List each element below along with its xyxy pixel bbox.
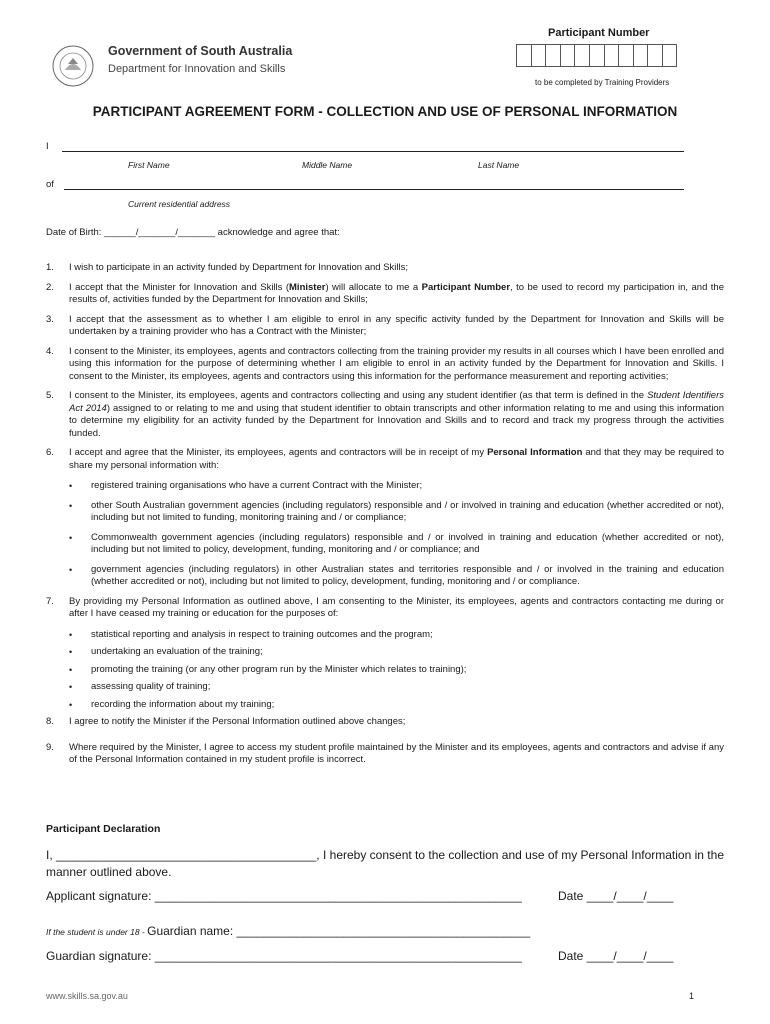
first-name-label: First Name <box>128 160 170 170</box>
item-4 <box>46 346 724 384</box>
list-item: • statistical reporting and analysis in respect to training outcomes and the program; <box>69 628 433 640</box>
item-number: 1. <box>46 262 54 273</box>
page-number: 1 <box>689 991 695 1001</box>
list-item: • other South Australian government agencies (including regulators) responsible and / or involved in training and education (whether accredited or not), including but not limited to funding, monitoring training and / or compliance; <box>69 499 724 523</box>
i-label: I <box>46 141 49 152</box>
item-number: 9. <box>46 741 54 753</box>
address-line[interactable] <box>64 189 684 190</box>
declaration-heading: Participant Declaration <box>46 823 161 835</box>
item-number: 2. <box>46 281 54 293</box>
bullet-icon: • <box>69 682 73 692</box>
list-item: • undertaking an evaluation of the training; <box>69 646 263 657</box>
bullet-icon: • <box>69 564 73 575</box>
last-name-label: Last Name <box>478 160 520 170</box>
bullet-icon: • <box>69 500 73 511</box>
form-title: PARTICIPANT AGREEMENT FORM - COLLECTION AND USE OF PERSONAL INFORMATION <box>92 104 678 119</box>
item-text: I accept that the assessment as to whether I am eligible to enrol in any specific activity funded by the Department for Innovation and Skills will be undertaken by a training provider who has a Contract with the Minister; <box>69 313 724 337</box>
digit-box[interactable] <box>560 44 575 67</box>
item-6 <box>46 447 724 472</box>
item-text: I consent to the Minister, its employees, agents and contractors collecting and using any student identifier (as that term is defined in the Student Identifiers Act 2014) assigned to or relating to me and using that student identifier to obtain transcripts and other information relating to me and using this information to determine my eligibility for an activity funded by the Department for Innovation and Skills and to record and track my progress through the activities funded. <box>69 390 724 439</box>
digit-box[interactable] <box>516 44 531 67</box>
item-number: 3. <box>46 313 54 325</box>
item-1 <box>46 262 724 275</box>
item-2 <box>46 282 724 307</box>
item-number: 4. <box>46 345 54 357</box>
digit-box[interactable] <box>545 44 560 67</box>
digit-box[interactable] <box>662 44 677 67</box>
item-text: I agree to notify the Minister if the Personal Information outlined above changes; <box>69 716 406 727</box>
participant-number-note: to be completed by Training Providers <box>535 78 670 87</box>
agreement-items <box>46 262 724 774</box>
guardian-date-field[interactable]: Date ____/____/____ <box>558 949 674 963</box>
bullet-icon: • <box>69 481 73 491</box>
item-text: By providing my Personal Information as outlined above, I am consenting to the Minister, its employees, agents and contractors contacting me during or after I have ceased my training or education for the purposes of: <box>69 595 724 619</box>
full-name-line[interactable] <box>62 151 684 152</box>
guardian-name-field[interactable]: Guardian name: ____________________________________________ <box>147 924 531 938</box>
participant-number-label: Participant Number <box>548 27 650 39</box>
of-label: of <box>46 179 54 190</box>
digit-box[interactable] <box>589 44 604 67</box>
participant-number-boxes[interactable] <box>516 44 677 67</box>
bullet-icon: • <box>69 664 73 675</box>
digit-box[interactable] <box>618 44 633 67</box>
digit-box[interactable] <box>604 44 619 67</box>
middle-name-label: Middle Name <box>302 160 353 170</box>
date-of-birth[interactable]: Date of Birth: ______/_______/_______ acknowledge and agree that: <box>46 227 340 238</box>
bullet-icon: • <box>69 532 73 543</box>
guardian-signature-field[interactable]: Guardian signature: _______________________________________________________ <box>46 949 522 963</box>
department-name: Department for Innovation and Skills <box>108 63 286 75</box>
bullet-icon: • <box>69 699 73 710</box>
list-item: • promoting the training (or any other program run by the Minister which relates to training); <box>69 663 467 675</box>
item-number: 5. <box>46 390 54 401</box>
item-number: 6. <box>46 447 54 458</box>
consent-statement[interactable]: I, _______________________________________, I hereby consent to the collection and use of my Personal Information in the manner outlined above. <box>46 848 724 879</box>
list-item: • registered training organisations who have a current Contract with the Minister; <box>69 480 423 491</box>
item-5 <box>46 390 724 440</box>
item-7 <box>46 596 724 621</box>
item-text: I wish to participate in an activity funded by Department for Innovation and Skills; <box>69 262 409 273</box>
government-seal-logo <box>48 44 98 88</box>
item-number: 7. <box>46 595 54 607</box>
item-text: I accept and agree that the Minister, its employees, agents and contractors will be in receipt of my Personal Information and that they may be required to share my personal information with: <box>69 447 725 471</box>
address-label: Current residential address <box>128 199 231 209</box>
bullet-icon: • <box>69 647 73 657</box>
guardian-name-row <box>46 924 530 938</box>
digit-box[interactable] <box>574 44 589 67</box>
digit-box[interactable] <box>531 44 546 67</box>
applicant-date-field[interactable]: Date ____/____/____ <box>558 889 674 903</box>
list-item: • assessing quality of training; <box>69 681 211 692</box>
item-9 <box>46 742 724 767</box>
digit-box[interactable] <box>647 44 662 67</box>
item-text: I accept that the Minister for Innovation and Skills (Minister) will allocate to me a Participant Number, to be used to record my participation in, and the results of, activities funded by the Department for Innovation and Skills; <box>69 281 725 305</box>
government-title: Government of South Australia <box>108 44 293 58</box>
item-number: 8. <box>46 716 54 727</box>
footer-url: www.skills.sa.gov.au <box>46 991 128 1001</box>
list-item: • recording the information about my training; <box>69 698 275 710</box>
item-3 <box>46 314 724 339</box>
item-text: Where required by the Minister, I agree to access my student profile maintained by the Minister and its employees, agents and contractors and advise if any of the Personal Information contained in my student profile is incorrect. <box>69 741 724 765</box>
bullet-icon: • <box>69 629 73 640</box>
item-text: I consent to the Minister, its employees, agents and contractors collecting from the training provider my results in all courses which I have been enrolled and using this information for the purpose of determining whether I am eligible to enrol in an activity funded by the Department for Innovation and Skills. I consent to the Minister, its employees, agents and contractors using this information for the performance measurement and reporting activities; <box>69 345 724 382</box>
applicant-signature-field[interactable]: Applicant signature: _______________________________________________________ <box>46 889 522 903</box>
item-8 <box>46 716 724 729</box>
list-item: • government agencies (including regulators) in other Australian states and territories responsible and / or involved in the training and education (whether accredited or not), including but not limited to policy, development, funding, monitoring and / or compliance. <box>69 563 724 587</box>
list-item: • Commonwealth government agencies (including regulators) responsible and / or involved in training and education (whether accredited or not), including but not limited to policy, development, funding, monitoring and / or compliance; and <box>69 531 724 555</box>
under-18-note: If the student is under 18 - <box>46 927 148 937</box>
digit-box[interactable] <box>633 44 648 67</box>
